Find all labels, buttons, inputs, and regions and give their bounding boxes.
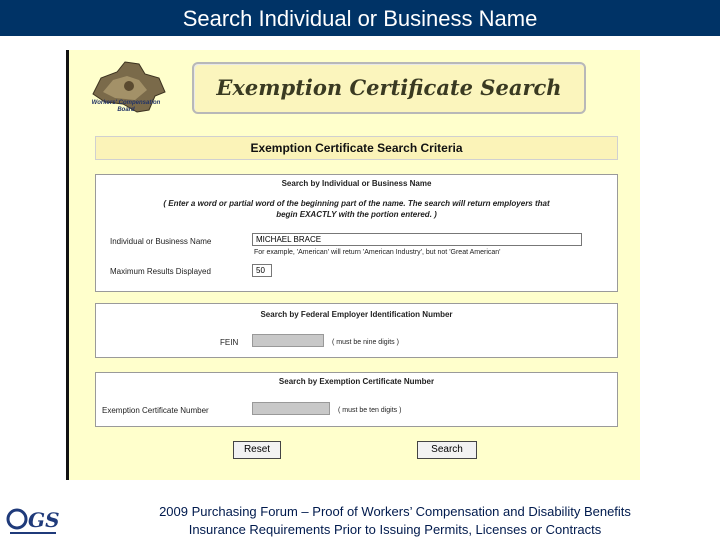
search-button[interactable]: Search: [417, 441, 477, 459]
certificate-search-box: [95, 372, 618, 427]
banner-title: Exemption Certificate Search: [216, 75, 562, 100]
name-search-note: ( Enter a word or partial word of the beginning part of the name. The search will return employers that begin EXACTLY with the portion entered. ): [163, 199, 550, 219]
max-results-input[interactable]: 50: [252, 264, 272, 277]
name-label: Individual or Business Name: [110, 237, 212, 246]
fein-search-box: [95, 303, 618, 358]
banner: [192, 62, 586, 114]
reset-button[interactable]: Reset: [233, 441, 281, 459]
name-example: For example, 'American' will return 'American Industry', but not 'Great American': [254, 249, 501, 256]
fein-label: FEIN: [220, 338, 239, 347]
criteria-heading: Exemption Certificate Search Criteria: [95, 136, 618, 160]
slide-title: Search Individual or Business Name: [0, 0, 720, 36]
wcb-logo: [79, 56, 175, 128]
fein-input[interactable]: [252, 334, 324, 347]
logo-caption: Workers' Compensation Board: [91, 100, 161, 113]
max-results-label: Maximum Results Displayed: [110, 267, 211, 276]
certificate-search-title: Search by Exemption Certificate Number: [278, 377, 435, 386]
fein-hint: ( must be nine digits ): [332, 339, 399, 346]
footer-line-1: 2009 Purchasing Forum – Proof of Workers’ Compensation and Disability Benefits: [159, 504, 631, 519]
certificate-label: Exemption Certificate Number: [102, 406, 209, 415]
svg-text:GS: GS: [28, 508, 60, 532]
name-search-box: [95, 174, 618, 292]
slide-footer: [95, 503, 695, 539]
screenshot-panel: [66, 50, 640, 480]
ogs-logo-icon: [6, 505, 62, 539]
fein-search-title: Search by Federal Employer Identification Number: [260, 310, 453, 319]
certificate-input[interactable]: [252, 402, 330, 415]
name-input[interactable]: MICHAEL BRACE: [252, 233, 582, 246]
footer-line-2: Insurance Requirements Prior to Issuing Permits, Licenses or Contracts: [188, 522, 602, 537]
certificate-hint: ( must be ten digits ): [338, 407, 402, 414]
name-search-title: Search by Individual or Business Name: [281, 179, 432, 188]
ogs-logo: [6, 505, 62, 539]
new-york-state-map-icon: [79, 56, 175, 128]
